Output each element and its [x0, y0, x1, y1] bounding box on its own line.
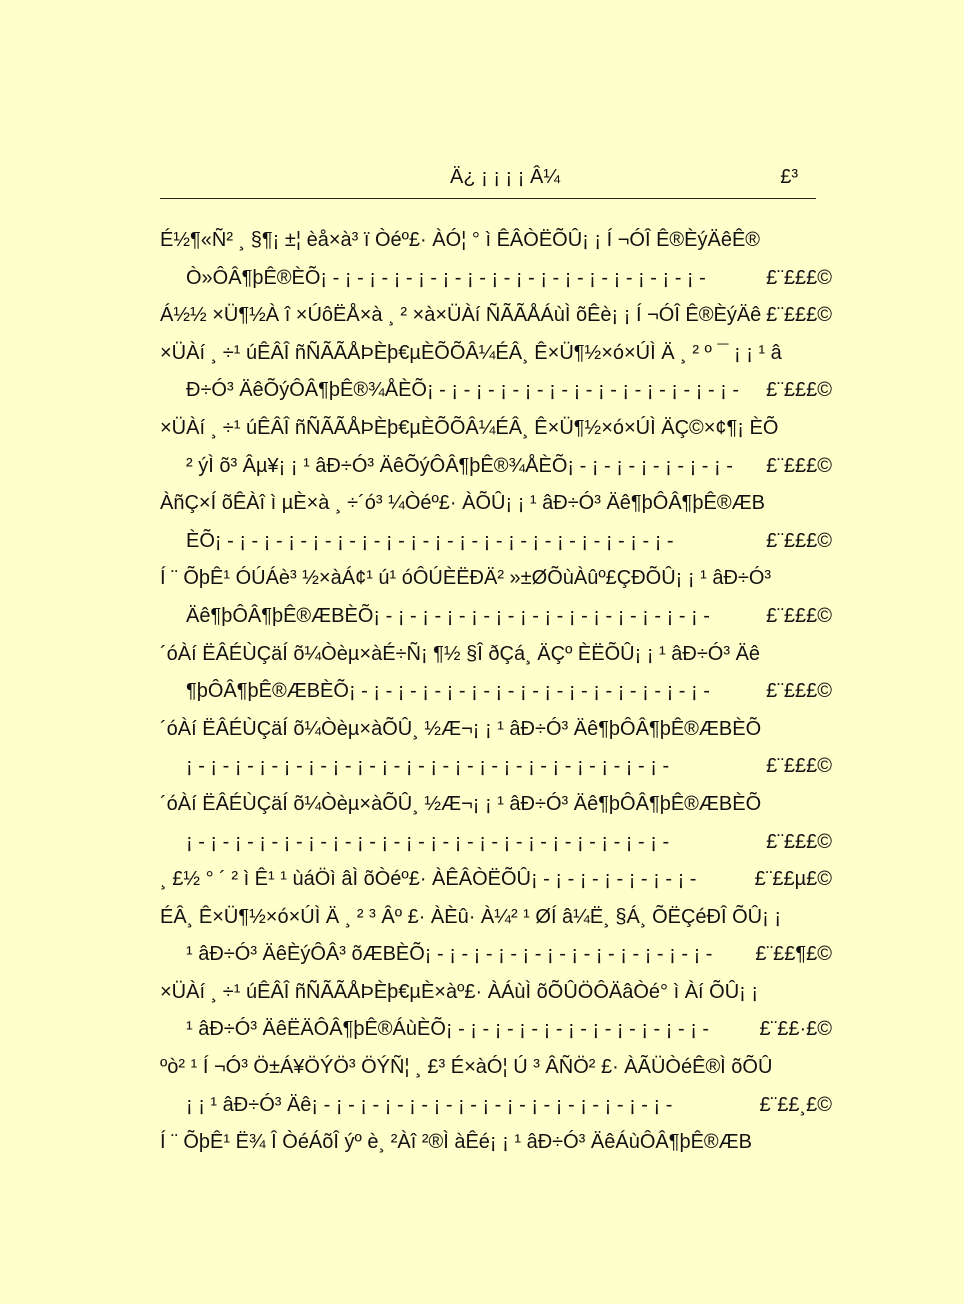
- toc-page-ref: £¨£££©: [766, 680, 832, 703]
- toc-page-ref: £¨££¶£©: [755, 943, 832, 966]
- header-rule: [160, 198, 816, 199]
- toc-line: [160, 485, 832, 523]
- toc-line-text: ×ÜÀí ¸ ÷¹ úÊÂÎ ñÑÃÃÅÞÈþ€µÈÕÕÂ¼ÉÂ¸ Ê×Ü¶½×ó×ÚÌ ÄÇ©×¢¶¡ ÈÕ: [160, 416, 779, 439]
- toc-line: [160, 1011, 832, 1049]
- toc-line-text: ×ÜÀí ¸ ÷¹ úÊÂÎ ñÑÃÃÅÞÈþ€µÈ×àº£· ÀÁùÌ õÕÛÖÔÄâÒé° ì Àí ÕÛ¡ ¡: [160, 980, 759, 1003]
- toc-line-text: ÉÂ¸ Ê×Ü¶½×ó×ÚÌ Ä ¸ ² ³ Âº £· ÀÈû· À¼² ¹ ØÍ â¼Ë¸ §Á¸ ÕËÇéÐÎ ÕÛ¡ ¡: [160, 905, 781, 928]
- toc-body: [160, 222, 832, 1162]
- toc-line-text: Ð÷Ó³ ÄêÕýÔÂ¶þÊ®¾ÅÈÕ¡ - ¡ - ¡ - ¡ - ¡ - ¡ - ¡ - ¡ - ¡ - ¡ - ¡ - ¡ - ¡ -: [186, 379, 740, 402]
- toc-page-ref: £¨££¸£©: [759, 1093, 832, 1116]
- toc-line: [160, 673, 832, 711]
- toc-page-ref: £¨£££©: [766, 604, 832, 627]
- toc-line-text: ´óÀí ËÂÉÙÇäÍ õ¼Òèµ×àÕÛ¸ ½Æ¬¡ ¡ ¹ âÐ÷Ó³ Äê¶þÔÂ¶þÊ®ÆBÈÕ: [160, 792, 762, 815]
- toc-line-text: ÈÕ¡ - ¡ - ¡ - ¡ - ¡ - ¡ - ¡ - ¡ - ¡ - ¡ - ¡ - ¡ - ¡ - ¡ - ¡ - ¡ - ¡ - ¡ - ¡ -: [186, 529, 674, 552]
- toc-line-text: Í ¨ ÕþÊ¹ ÓÚÁè³ ½×àÁ¢¹ ú¹ óÔÚÈËÐÄ² »±ØÕùÀûº£ÇÐÕÛ¡ ¡ ¹ âÐ÷Ó³: [160, 567, 772, 590]
- toc-line: [160, 523, 832, 561]
- toc-line-text: ¹ âÐ÷Ó³ ÄêÈýÔÂ³ õÆBÈÕ¡ - ¡ - ¡ - ¡ - ¡ - ¡ - ¡ - ¡ - ¡ - ¡ - ¡ - ¡ -: [186, 943, 713, 966]
- toc-line: [160, 1124, 832, 1162]
- toc-line: [160, 786, 832, 824]
- toc-line-text: ´óÀí ËÂÉÙÇäÍ õ¼Òèµ×àÕÛ¸ ½Æ¬¡ ¡ ¹ âÐ÷Ó³ Äê¶þÔÂ¶þÊ®ÆBÈÕ: [160, 717, 762, 740]
- running-header: [160, 166, 816, 190]
- toc-line: [160, 372, 832, 410]
- toc-line-text: ´óÀí ËÂÉÙÇäÍ õ¼Òèµ×àÉ÷Ñ¡ ¶½ §Î ðÇá¸ ÄÇº ÈËÕÛ¡ ¡ ¹ âÐ÷Ó³ Äê: [160, 642, 761, 665]
- toc-line-text: Í ¨ ÕþÊ¹ Ë¾ Î ÒéÁõÎ ýº è¸ ²Àî ²®Ì àÊé¡ ¡ ¹ âÐ÷Ó³ ÄêÁùÔÂ¶þÊ®ÆB: [160, 1131, 752, 1154]
- toc-line: [160, 410, 832, 448]
- toc-line: [160, 260, 832, 298]
- toc-line: [160, 560, 832, 598]
- toc-line-text: ¡ - ¡ - ¡ - ¡ - ¡ - ¡ - ¡ - ¡ - ¡ - ¡ - ¡ - ¡ - ¡ - ¡ - ¡ - ¡ - ¡ - ¡ - ¡ - ¡ -: [186, 830, 670, 853]
- toc-line-text: ×ÜÀí ¸ ÷¹ úÊÂÎ ñÑÃÃÅÞÈþ€µÈÕÕÂ¼ÉÂ¸ Ê×Ü¶½×ó×ÚÌ Ä ¸ ² º ¯ ¡ ¡ ¹ â: [160, 341, 782, 364]
- toc-line: [160, 899, 832, 937]
- toc-page-ref: £¨£££©: [766, 266, 832, 289]
- toc-page-ref: £¨£££©: [766, 454, 832, 477]
- toc-page-ref: £¨£££©: [766, 304, 832, 327]
- toc-line: [160, 448, 832, 486]
- toc-line-text: ¡ ¡ ¹ âÐ÷Ó³ Äê¡ - ¡ - ¡ - ¡ - ¡ - ¡ - ¡ - ¡ - ¡ - ¡ - ¡ - ¡ - ¡ - ¡ - ¡ -: [186, 1093, 673, 1116]
- toc-page-ref: £¨£££©: [766, 755, 832, 778]
- toc-line: [160, 222, 832, 260]
- toc-page-ref: £¨£££©: [766, 379, 832, 402]
- toc-line-text: ÀñÇ×Í õÊÀî ì µÈ×à ¸ ÷´ó³ ¼Òéº£· ÀÕÛ¡ ¡ ¹ âÐ÷Ó³ Äê¶þÔÂ¶þÊ®ÆB: [160, 492, 765, 515]
- toc-page-ref: £¨££µ£©: [754, 868, 832, 891]
- toc-line-text: Ò»ÔÂ¶þÊ®ÈÕ¡ - ¡ - ¡ - ¡ - ¡ - ¡ - ¡ - ¡ - ¡ - ¡ - ¡ - ¡ - ¡ - ¡ - ¡ - ¡ -: [186, 266, 706, 289]
- toc-line: [160, 748, 832, 786]
- toc-line-text: ºò² ¹ Í ¬Ó³ Ö±Á¥ÖÝÖ³ ÖÝÑ¦ ¸ £³ É×àÓ¦ Ú ³ ÂÑÖ² £· ÀÃÜÒéÊ®Ì õÕÛ: [160, 1056, 773, 1079]
- toc-page-ref: £¨£££©: [766, 830, 832, 853]
- toc-line: [160, 711, 832, 749]
- toc-page-ref: £¨££·£©: [759, 1018, 832, 1041]
- toc-line-text: ¡ - ¡ - ¡ - ¡ - ¡ - ¡ - ¡ - ¡ - ¡ - ¡ - ¡ - ¡ - ¡ - ¡ - ¡ - ¡ - ¡ - ¡ - ¡ - ¡ -: [186, 755, 670, 778]
- toc-line-text: ¶þÔÂ¶þÊ®ÆBÈÕ¡ - ¡ - ¡ - ¡ - ¡ - ¡ - ¡ - ¡ - ¡ - ¡ - ¡ - ¡ - ¡ - ¡ - ¡ -: [186, 680, 710, 703]
- toc-line: [160, 335, 832, 373]
- toc-line: [160, 824, 832, 862]
- toc-line: [160, 974, 832, 1012]
- toc-line-text: Á½½ ×Ü¶½À î ×ÚôËÅ×à ¸ ² ×à×ÜÀí ÑÃÃÅÁùÌ õÊè¡ ¡ Í ¬ÓÎ Ê®ÈýÄê: [160, 304, 762, 327]
- page-number: £³: [780, 166, 798, 188]
- toc-line: [160, 1087, 832, 1125]
- toc-line-text: É½¶«Ñ² ¸ §¶¡ ±¦ èå×à³ ï Òéº£· ÀÓ¦ ° ì ÊÂÒËÕÛ¡ ¡ Í ¬ÓÎ Ê®ÈýÄêÊ®: [160, 229, 761, 251]
- toc-line: [160, 297, 832, 335]
- toc-line-text: Äê¶þÔÂ¶þÊ®ÆBÈÕ¡ - ¡ - ¡ - ¡ - ¡ - ¡ - ¡ - ¡ - ¡ - ¡ - ¡ - ¡ - ¡ - ¡ -: [186, 604, 710, 627]
- toc-line-text: ¸ £½ ° ´ ² ì Ê¹ ¹ ùáÖì âÌ õÒéº£· ÀÊÂÒËÕÛ¡ - ¡ - ¡ - ¡ - ¡ - ¡ - ¡ -: [160, 868, 697, 891]
- toc-line-text: ² ýÌ õ³ Âµ¥¡ ¡ ¹ âÐ÷Ó³ ÄêÕýÔÂ¶þÊ®¾ÅÈÕ¡ - ¡ - ¡ - ¡ - ¡ - ¡ - ¡ -: [186, 454, 733, 477]
- toc-line-text: ¹ âÐ÷Ó³ ÄêËÄÔÂ¶þÊ®ÁùÈÕ¡ - ¡ - ¡ - ¡ - ¡ - ¡ - ¡ - ¡ - ¡ - ¡ - ¡ -: [186, 1018, 710, 1041]
- toc-line: [160, 636, 832, 674]
- header-title: Ä¿ ¡ ¡ ¡ ¡ Â¼: [450, 166, 560, 188]
- toc-line: [160, 598, 832, 636]
- toc-line: [160, 936, 832, 974]
- toc-page-ref: £¨£££©: [766, 529, 832, 552]
- toc-line: [160, 1049, 832, 1087]
- toc-line: [160, 861, 832, 899]
